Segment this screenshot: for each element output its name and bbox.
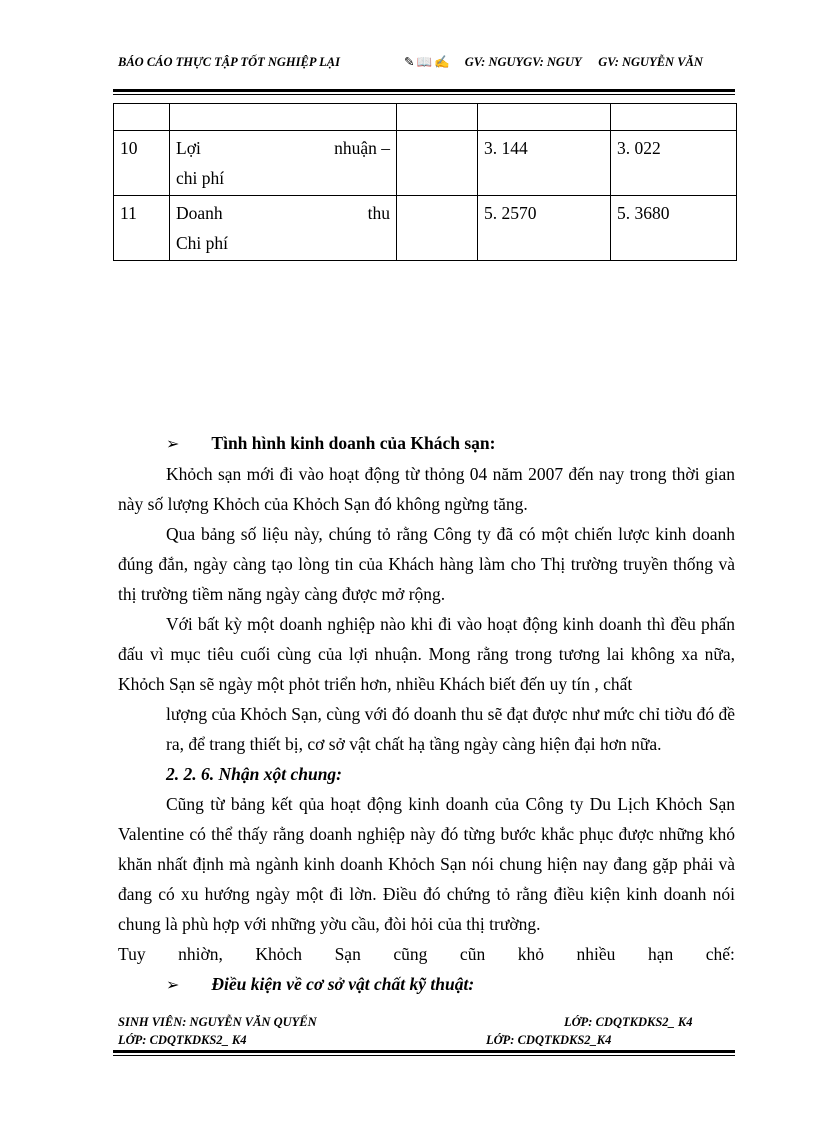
word: chế: — [705, 944, 735, 964]
row-value-2: 3. 022 — [611, 131, 737, 196]
word: hạn — [647, 944, 674, 964]
table-cell — [114, 104, 170, 131]
paragraph-last-line — [118, 939, 735, 969]
row-number: 10 — [114, 131, 170, 196]
table-cell — [170, 104, 397, 131]
paragraph: Khỏch sạn mới đi vào hoạt động từ thỏng 04 năm 2007 đến nay trong thời gian này số lượng Khỏch của Khỏch Sạn đó không ngừng tăng. — [118, 464, 735, 514]
table-cell — [397, 104, 478, 131]
paragraph: lượng của Khỏch Sạn, cùng với đó doanh thu sẽ đạt được như mức chỉ tiờu đó đề ra, để trang thiết bị, cơ sở vật chất hạ tầng ngày càng hiện đại hơn nữa. — [166, 704, 735, 754]
header-rule-thick — [113, 89, 735, 92]
document-body — [118, 428, 735, 1000]
arrow-bullet-icon: ➢ — [166, 975, 180, 994]
row-label-right: thu — [367, 203, 390, 223]
word: nhiờn, — [178, 944, 223, 964]
footer-rule-thin — [113, 1055, 735, 1056]
row-label-right: nhuận – — [334, 138, 390, 158]
word: khỏ — [517, 944, 544, 964]
paragraph: Qua bảng số liệu này, chúng tỏ rằng Công ty đã có một chiến lược kinh doanh đúng đắn, ngày càng tạo lòng tin của Khách hàng làm cho Thị trường truyền thống và thị trường tiềm năng ngày càng được mở rộng. — [118, 524, 735, 604]
row-label-left: Doanh — [176, 203, 223, 223]
header-decoration-icon: ✎📖✍ — [404, 55, 452, 69]
table-cell — [611, 104, 737, 131]
table-cell — [478, 104, 611, 131]
footer-line-1 — [118, 1015, 735, 1030]
footer-line-2 — [118, 1033, 735, 1048]
paragraph: Cũng từ bảng kết qủa hoạt động kinh doanh của Công ty Du Lịch Khỏch Sạn Valentine có thể thấy rằng doanh nghiệp này đó từng bước khắc phục được những khó khăn nhất định mà ngành kinh doanh Khỏch Sạn nói chung hiện nay đang gặp phải và đang có xu hướng ngày một đi lờn. Điều đó chứng tỏ rằng điều kiện kinh doanh nói chung là phù hợp với những yờu cầu, đòi hỏi của thị trường. — [118, 794, 735, 934]
heading-text: Điều kiện về cơ sở vật chất kỹ thuật: — [211, 974, 475, 994]
header-rule-thin — [113, 94, 735, 95]
footer-class-c: LỚP: CDQTKDKS2_K4 — [486, 1033, 612, 1047]
heading-text: Tình hình kinh doanh của Khách sạn: — [211, 433, 496, 453]
word: Khỏch — [255, 944, 303, 964]
row-label-line2: chi phí — [176, 168, 225, 188]
footer-class-a: LỚP: CDQTKDKS2_ K4 — [564, 1015, 693, 1029]
word: cũn — [459, 944, 486, 964]
row-label-left: Lợi — [176, 138, 201, 158]
row-number: 11 — [114, 196, 170, 261]
word: Tuy — [118, 944, 146, 964]
header-teacher-b: GV: NGUYỄN VĂN — [598, 55, 703, 69]
header-teacher — [404, 54, 744, 70]
table-cell — [397, 131, 478, 196]
row-value-2: 5. 3680 — [611, 196, 737, 261]
table-row — [114, 131, 737, 196]
row-label-line2: Chi phí — [176, 233, 229, 253]
row-label — [170, 131, 397, 196]
arrow-bullet-icon: ➢ — [166, 434, 180, 453]
row-value-1: 5. 2570 — [478, 196, 611, 261]
word: Sạn — [334, 944, 361, 964]
row-label — [170, 196, 397, 261]
word: nhiều — [576, 944, 616, 964]
table-row — [114, 104, 737, 131]
header-teacher-a: GV: NGUYGV: NGUY — [464, 55, 582, 69]
row-value-1: 3. 144 — [478, 131, 611, 196]
table-row — [114, 196, 737, 261]
footer-student: SINH VIÊN: NGUYỄN VĂN QUYẾN — [118, 1015, 317, 1029]
footer-rule-thick — [113, 1050, 735, 1053]
paragraph: Với bất kỳ một doanh nghiệp nào khi đi vào hoạt động kinh doanh thì đều phấn đấu vì mục tiêu cuối cùng của lợi nhuận. Mong rằng trong tương lai không xa nữa, Khỏch Sạn sẽ ngày một phỏt triển hơn, nhiều Khách biết đến uy tín , chất — [118, 614, 735, 694]
word: cũng — [393, 944, 428, 964]
section-heading-facilities — [118, 969, 735, 1000]
section-heading-review: 2. 2. 6. Nhận xột chung: — [166, 764, 343, 784]
section-heading-business — [118, 428, 735, 459]
header-report-title: BÁO CÁO THỰC TẬP TỐT NGHIỆP LẠI — [118, 55, 340, 69]
footer-class-b: LỚP: CDQTKDKS2_ K4 — [118, 1033, 247, 1047]
results-table — [113, 103, 737, 261]
table-cell — [397, 196, 478, 261]
